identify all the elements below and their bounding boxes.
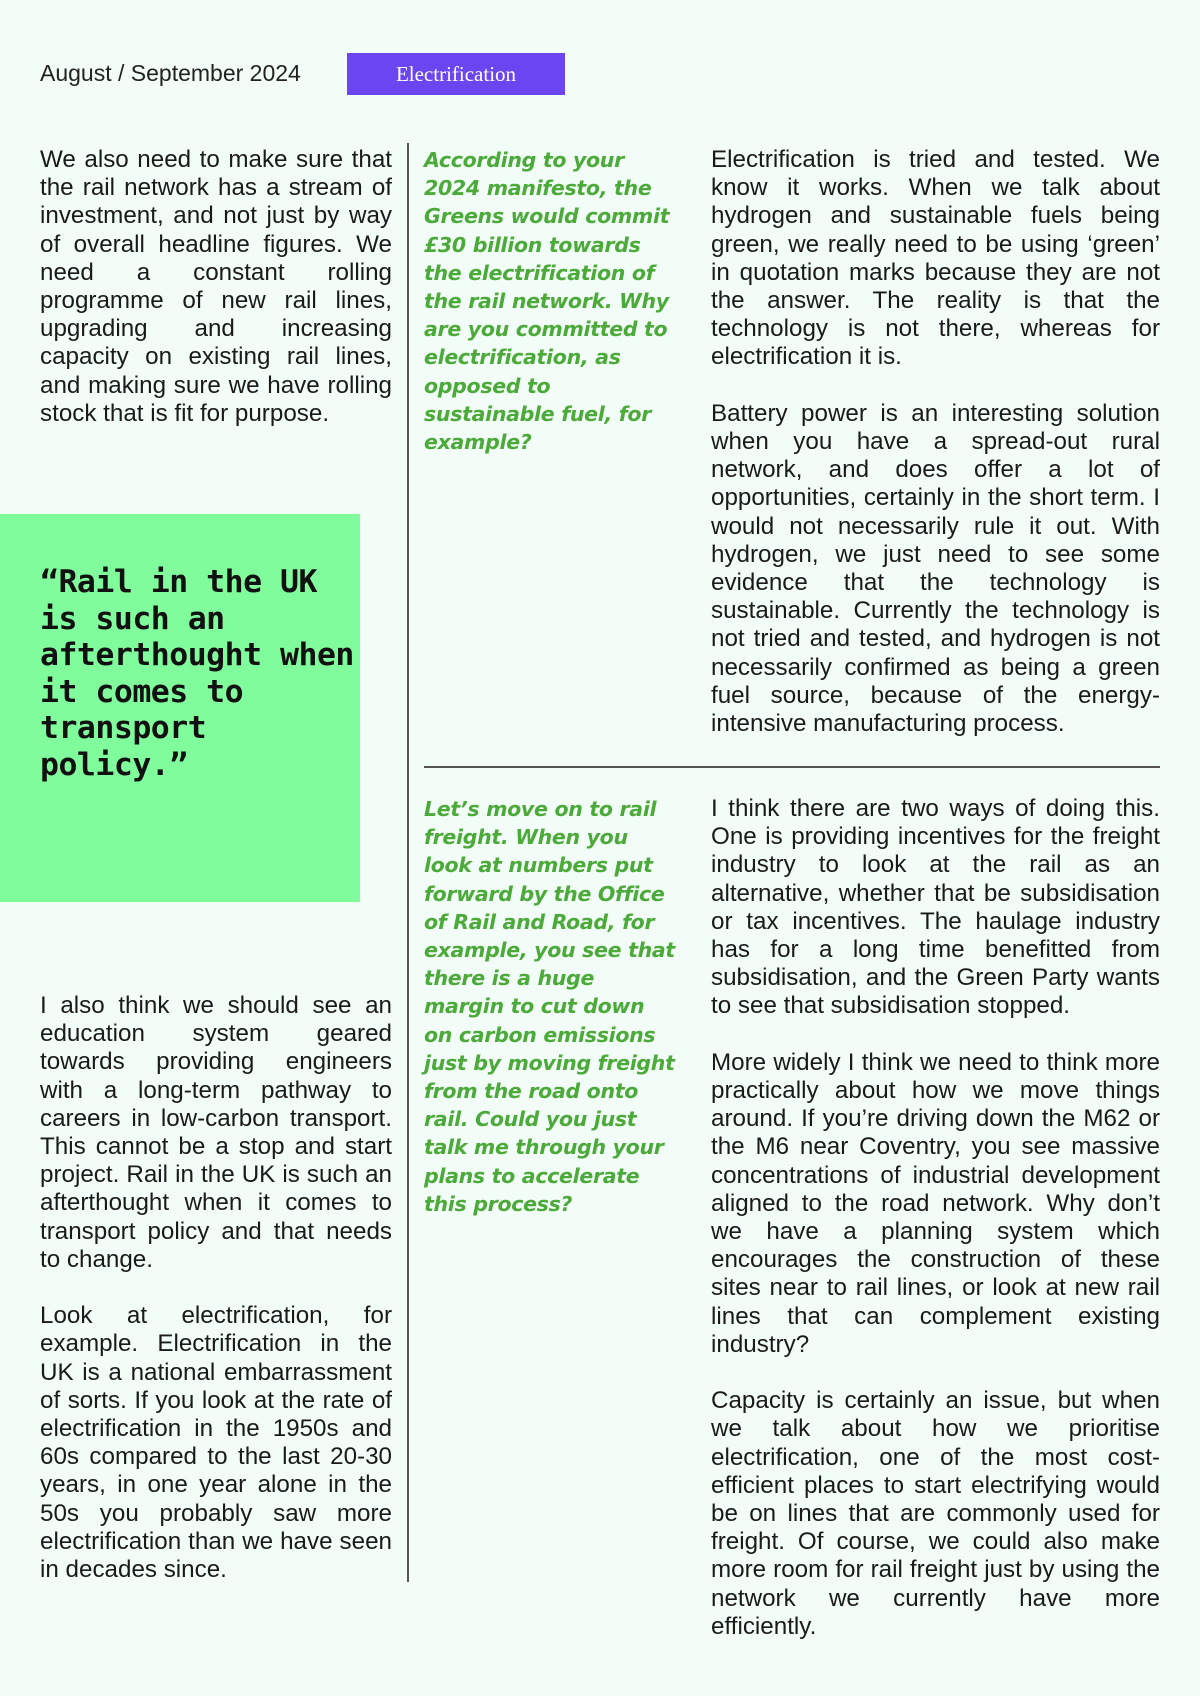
left-column-top [40, 146, 392, 428]
answer-freight [711, 795, 1160, 1641]
answer-electrification [711, 146, 1160, 738]
body-paragraph: I also think we should see an education system geared towards providing engineers with a long-term pathway to careers in low-carbon transport. This cannot be a stop and start project. Rail in the UK is such an afterthought when it comes to transport policy and that needs to change. [40, 992, 392, 1273]
pull-quote: “Rail in the UK is such an afterthought when it comes to transport policy.” [40, 564, 354, 783]
issue-date: August / September 2024 [40, 60, 301, 86]
section-divider-horizontal [424, 766, 1160, 768]
body-paragraph: Electrification is tried and tested. We know it works. When we talk about hydrogen and sustainable fuels being green, we really need to be using ‘green’ in quotation marks because they are not the answer. The reality is that the technology is not there, whereas for electrification it is. [711, 146, 1160, 371]
left-column-bottom [40, 992, 392, 1584]
interview-question-freight: Let’s move on to rail freight. When you look at numbers put forward by the Office of Rail and Road, for example, you see that there is a huge margin to cut down on carbon emissions just by moving freight from the road onto rail. Could you just talk me through your plans to accelerate this process? [424, 797, 675, 1216]
body-paragraph: We also need to make sure that the rail network has a stream of investment, and not just by way of overall headline figures. We need a constant rolling programme of new rail lines, upgrading and increasing capacity on existing rail lines, and making sure we have rolling stock that is fit for purpose. [40, 146, 392, 427]
pull-quote-box [0, 514, 360, 902]
interview-question-electrification: According to your 2024 manifesto, the Greens would commit £30 billion towards the electrification of the rail network. Why are you committed to electrification, as opposed to sustainable fuel, for example? [424, 148, 670, 455]
body-paragraph: Battery power is an interesting solution when you have a spread-out rural network, and does offer a lot of opportunities, certainly in the short term. I would not necessarily rule it out. With hydrogen, we just need to see some evidence that the technology is sustainable. Currently the technology is not tried and tested, and hydrogen is not necessarily confirmed as being a green fuel source, because of the energy-intensive manufacturing process. [711, 399, 1160, 738]
body-paragraph: Capacity is certainly an issue, but when we talk about how we prioritise electrification, one of the most cost-efficient places to start electrifying would be on lines that are commonly used for freight. Of course, we could also make more room for rail freight just by using the network we currently have more efficiently. [711, 1387, 1160, 1640]
column-divider-vertical [407, 143, 409, 1582]
body-paragraph: Look at electrification, for example. Electrification in the UK is a national embarrassment of sorts. If you look at the rate of electrification in the 1950s and 60s compared to the last 20-30 years, in one year alone in the 50s you probably saw more electrification than we have seen in decades since. [40, 1302, 392, 1584]
section-tag: Electrification [347, 53, 565, 95]
body-paragraph: I think there are two ways of doing this. One is providing incentives for the freight industry to look at the rail as an alternative, whether that be subsidisation or tax incentives. The haulage industry has for a long time benefitted from subsidisation, and the Green Party wants to see that subsidisation stopped. [711, 795, 1160, 1020]
body-paragraph: More widely I think we need to think more practically about how we move things around. If you’re driving down the M62 or the M6 near Coventry, you see massive concentrations of industrial development aligned to the road network. Why don’t we have a planning system which encourages the construction of these sites near to rail lines, or look at new rail lines that can complement existing industry? [711, 1048, 1160, 1358]
